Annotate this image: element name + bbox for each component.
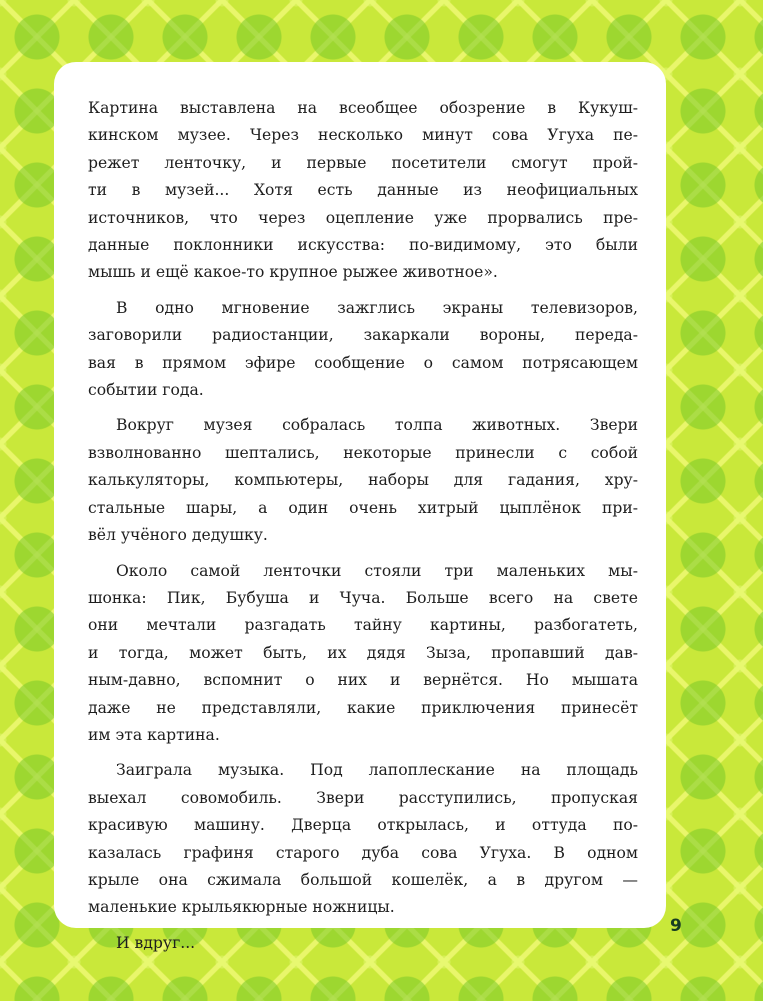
text-line: они мечтали разгадать тайну картины, разбогатеть, bbox=[88, 616, 638, 635]
text-line: И вдруг... bbox=[116, 933, 196, 952]
text-line: стальные шары, а один очень хитрый цыплёнок при- bbox=[88, 498, 638, 517]
text-line: режет ленточку, и первые посетители смогут прой- bbox=[88, 153, 638, 172]
text-line: Вокруг музея собралась толпа животных. Звери bbox=[116, 416, 638, 435]
text-line: ти в музей... Хотя есть данные из неофициальных bbox=[88, 181, 638, 200]
paragraph-2 bbox=[88, 295, 638, 405]
page-number: 9 bbox=[670, 916, 682, 936]
text-line: красивую машину. Дверца открылась, и оттуда по- bbox=[88, 816, 638, 835]
text-line: маленькие крыльякюрные ножницы. bbox=[88, 898, 395, 917]
text-line: крыле она сжимала большой кошелёк, а в другом — bbox=[88, 870, 638, 889]
text-line: вая в прямом эфире сообщение о самом потрясающем bbox=[88, 353, 638, 372]
text-line: вёл учёного дедушку. bbox=[88, 526, 268, 545]
text-line: шонка: Пик, Бубуша и Чуча. Больше всего на свете bbox=[88, 588, 638, 607]
text-line: источников, что через оцепление уже прорвались пре- bbox=[88, 208, 638, 227]
text-line: выехал совомобиль. Звери расступились, пропуская bbox=[88, 788, 638, 807]
text-line: Картина выставлена на всеобщее обозрение в Кукуш- bbox=[88, 99, 638, 117]
story-text bbox=[88, 95, 638, 965]
text-line: Около самой ленточки стояли три маленьких мы- bbox=[116, 561, 638, 580]
text-line: казалась графиня старого дуба сова Угуха. В одном bbox=[88, 843, 638, 862]
text-line: ным-давно, вспомнит о них и вернётся. Но мышата bbox=[88, 671, 638, 690]
text-line: калькуляторы, компьютеры, наборы для гадания, хру- bbox=[88, 471, 638, 490]
text-line: мышь и ещё какое-то крупное рыжее животное». bbox=[88, 263, 498, 282]
paragraph-4 bbox=[88, 558, 638, 750]
text-line: В одно мгновение зажглись экраны телевизоров, bbox=[116, 298, 638, 317]
text-line: им эта картина. bbox=[88, 725, 220, 744]
text-line: данные поклонники искусства: по-видимому, это были bbox=[88, 236, 638, 255]
text-line: заговорили радиостанции, закаркали вороны, переда- bbox=[88, 326, 638, 345]
text-line: кинском музее. Через несколько минут сова Угуха пе- bbox=[88, 126, 638, 145]
paragraph-6 bbox=[88, 930, 638, 957]
paragraph-5 bbox=[88, 757, 638, 921]
text-line: событии года. bbox=[88, 381, 204, 400]
text-line: даже не представляли, какие приключения принесёт bbox=[88, 698, 638, 717]
text-line: и тогда, может быть, их дядя Зыза, пропавший дав- bbox=[88, 643, 638, 662]
text-line: взволнованно шептались, некоторые принесли с собой bbox=[88, 443, 638, 462]
paragraph-3 bbox=[88, 412, 638, 549]
text-line: Заиграла музыка. Под лапоплескание на площадь bbox=[116, 761, 638, 780]
paragraph-1 bbox=[88, 95, 638, 287]
